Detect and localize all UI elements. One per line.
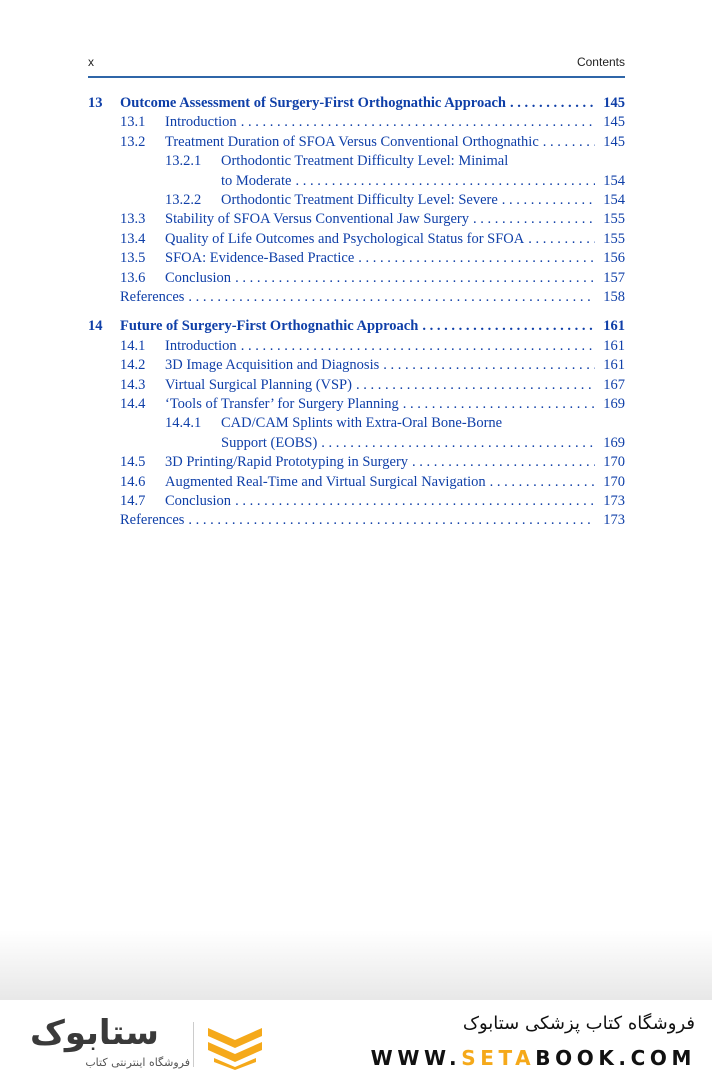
toc-page-number: 161 [603, 318, 625, 335]
toc-section-entry[interactable] [120, 249, 625, 268]
toc-entry-number: 13 [88, 95, 103, 111]
toc-dot-leader [418, 317, 595, 336]
toc-references-entry[interactable] [120, 288, 625, 307]
store-logo-tagline: فروشگاه اینترنتی کتاب [85, 1056, 190, 1069]
toc-section-entry[interactable] [165, 152, 625, 171]
toc-dot-leader [399, 395, 595, 414]
toc-references-entry[interactable] [120, 511, 625, 530]
store-name: فروشگاه کتاب پزشکی ستابوک [462, 1013, 695, 1034]
toc-entry-number: 14.5 [120, 454, 146, 471]
toc-page-number: 161 [603, 357, 625, 374]
toc-entry-title: Conclusion [165, 493, 232, 509]
toc-entry-title: Conclusion [165, 269, 232, 286]
toc-dot-leader [486, 473, 595, 492]
logo-divider [193, 1022, 194, 1067]
toc-page-number: 169 [603, 434, 625, 451]
toc-dot-leader [354, 249, 595, 268]
toc-section-entry[interactable] [120, 492, 625, 511]
toc-dot-leader [379, 356, 595, 375]
store-website-link[interactable] [366, 1046, 696, 1070]
toc-entry-title: References [120, 512, 185, 529]
toc-entry-number: 13.2.2 [165, 192, 202, 208]
toc-section-entry[interactable] [120, 113, 625, 132]
website-prefix: WWW. [370, 1046, 462, 1070]
toc-dot-leader [498, 191, 595, 210]
toc-dot-leader [237, 337, 595, 356]
toc-entry-continuation[interactable] [221, 434, 625, 453]
toc-section-entry[interactable] [120, 376, 625, 395]
toc-entry-title: Virtual Surgical Planning (VSP) [165, 376, 352, 393]
toc-section-entry[interactable] [120, 133, 625, 152]
toc-dot-leader [317, 434, 595, 453]
toc-page-number: 155 [603, 230, 625, 247]
toc-section-entry[interactable] [120, 395, 625, 414]
store-logo-wordmark: ستابوک [30, 1013, 159, 1053]
toc-entry-number: 14.1 [120, 337, 146, 354]
toc-entry-number: 13.2 [120, 133, 146, 150]
running-head-label: Contents [576, 55, 625, 69]
toc-section-entry[interactable] [165, 414, 625, 433]
toc-entry-number: 14 [88, 318, 103, 335]
toc-entry-number: 14.2 [120, 357, 146, 374]
toc-section-entry[interactable] [120, 473, 625, 492]
toc-entry-title: SFOA: Evidence-Based Practice [165, 250, 355, 267]
header-rule [88, 76, 625, 78]
toc-entry-number: 14.4 [120, 396, 146, 412]
toc-entry-title: Introduction [165, 114, 237, 131]
toc-page-number: 145 [603, 133, 625, 150]
toc-entry-number: 13.6 [120, 269, 146, 286]
toc-entry-number: 13.4 [120, 230, 146, 247]
toc-entry-title: ‘Tools of Transfer’ for Surgery Planning [165, 396, 399, 412]
toc-chapter-entry[interactable] [88, 317, 625, 336]
toc-entry-number: 14.6 [120, 473, 146, 490]
toc-page-number: 170 [603, 454, 625, 471]
toc-section-entry[interactable] [120, 453, 625, 472]
toc-dot-leader [524, 230, 595, 249]
toc-page-number: 169 [603, 396, 625, 412]
toc-page-number: 145 [603, 114, 625, 131]
toc-entry-continuation[interactable] [221, 172, 625, 191]
toc-entry-title: Stability of SFOA Versus Conventional Jaw Surgery [165, 211, 469, 228]
toc-page-number: 158 [603, 289, 625, 305]
toc-page-number: 155 [603, 211, 625, 228]
toc-dot-leader [231, 269, 595, 288]
website-highlight: SETA [461, 1046, 536, 1070]
toc-entry-number: 13.3 [120, 211, 146, 228]
toc-dot-leader [408, 453, 595, 472]
toc-page-number: 161 [603, 337, 625, 354]
toc-entry-title: Introduction [165, 337, 237, 354]
toc-entry-title: 3D Printing/Rapid Prototyping in Surgery [165, 454, 409, 471]
toc-entry-title-continued: to Moderate [221, 172, 292, 189]
toc-section-entry[interactable] [120, 337, 625, 356]
book-stack-logo-icon [200, 1020, 270, 1070]
toc-dot-leader [352, 376, 595, 395]
toc-page-number: 154 [603, 172, 625, 189]
toc-entry-title: Augmented Real-Time and Virtual Surgical Navigation [165, 473, 486, 490]
toc-page-number: 145 [603, 95, 625, 111]
toc-page-number: 154 [603, 192, 625, 208]
toc-entry-number: 13.5 [120, 250, 146, 267]
toc-entry-number: 13.1 [120, 114, 146, 131]
toc-page-number: 170 [603, 473, 625, 490]
toc-dot-leader [291, 172, 595, 191]
toc-entry-title: Future of Surgery-First Orthognathic Approach [120, 318, 419, 335]
toc-entry-title: Outcome Assessment of Surgery-First Orthognathic Approach [120, 95, 506, 111]
toc-page-number: 173 [603, 512, 625, 529]
toc-entry-title: Quality of Life Outcomes and Psychological Status for SFOA [165, 230, 525, 247]
toc-dot-leader [506, 94, 595, 113]
page-folio: x [88, 55, 94, 69]
toc-entry-number: 14.4.1 [165, 415, 202, 432]
toc-entry-number: 14.7 [120, 493, 146, 509]
toc-dot-leader [184, 511, 595, 530]
toc-section-entry[interactable] [120, 269, 625, 288]
toc-entry-title: CAD/CAM Splints with Extra-Oral Bone-Borne [221, 415, 503, 432]
toc-section-entry[interactable] [120, 356, 625, 375]
toc-entry-number: 13.2.1 [165, 153, 202, 170]
toc-page-number: 173 [603, 493, 625, 509]
website-suffix: BOOK.COM [535, 1046, 696, 1070]
toc-entry-number: 14.3 [120, 376, 146, 393]
toc-section-entry[interactable] [120, 210, 625, 229]
toc-dot-leader [184, 288, 595, 307]
toc-dot-leader [539, 133, 595, 152]
toc-section-entry[interactable] [165, 191, 625, 210]
toc-page-number: 157 [603, 269, 625, 286]
toc-dot-leader [231, 492, 595, 511]
toc-entry-title: Treatment Duration of SFOA Versus Conventional Orthognathic [165, 133, 539, 150]
toc-entry-title: Orthodontic Treatment Difficulty Level: Minimal [221, 153, 509, 170]
toc-entry-title-continued: Support (EOBS) [221, 434, 318, 451]
toc-entry-title: 3D Image Acquisition and Diagnosis [165, 357, 380, 374]
toc-page-number: 156 [603, 250, 625, 267]
toc-dot-leader [469, 210, 595, 229]
toc-section-entry[interactable] [120, 230, 625, 249]
toc-page-number: 167 [603, 376, 625, 393]
toc-chapter-entry[interactable] [88, 94, 625, 113]
running-head [88, 55, 625, 73]
toc-entry-title: References [120, 289, 185, 305]
page-shadow [0, 930, 712, 1005]
toc-dot-leader [237, 113, 595, 132]
toc-entry-title: Orthodontic Treatment Difficulty Level: Severe [221, 192, 498, 208]
